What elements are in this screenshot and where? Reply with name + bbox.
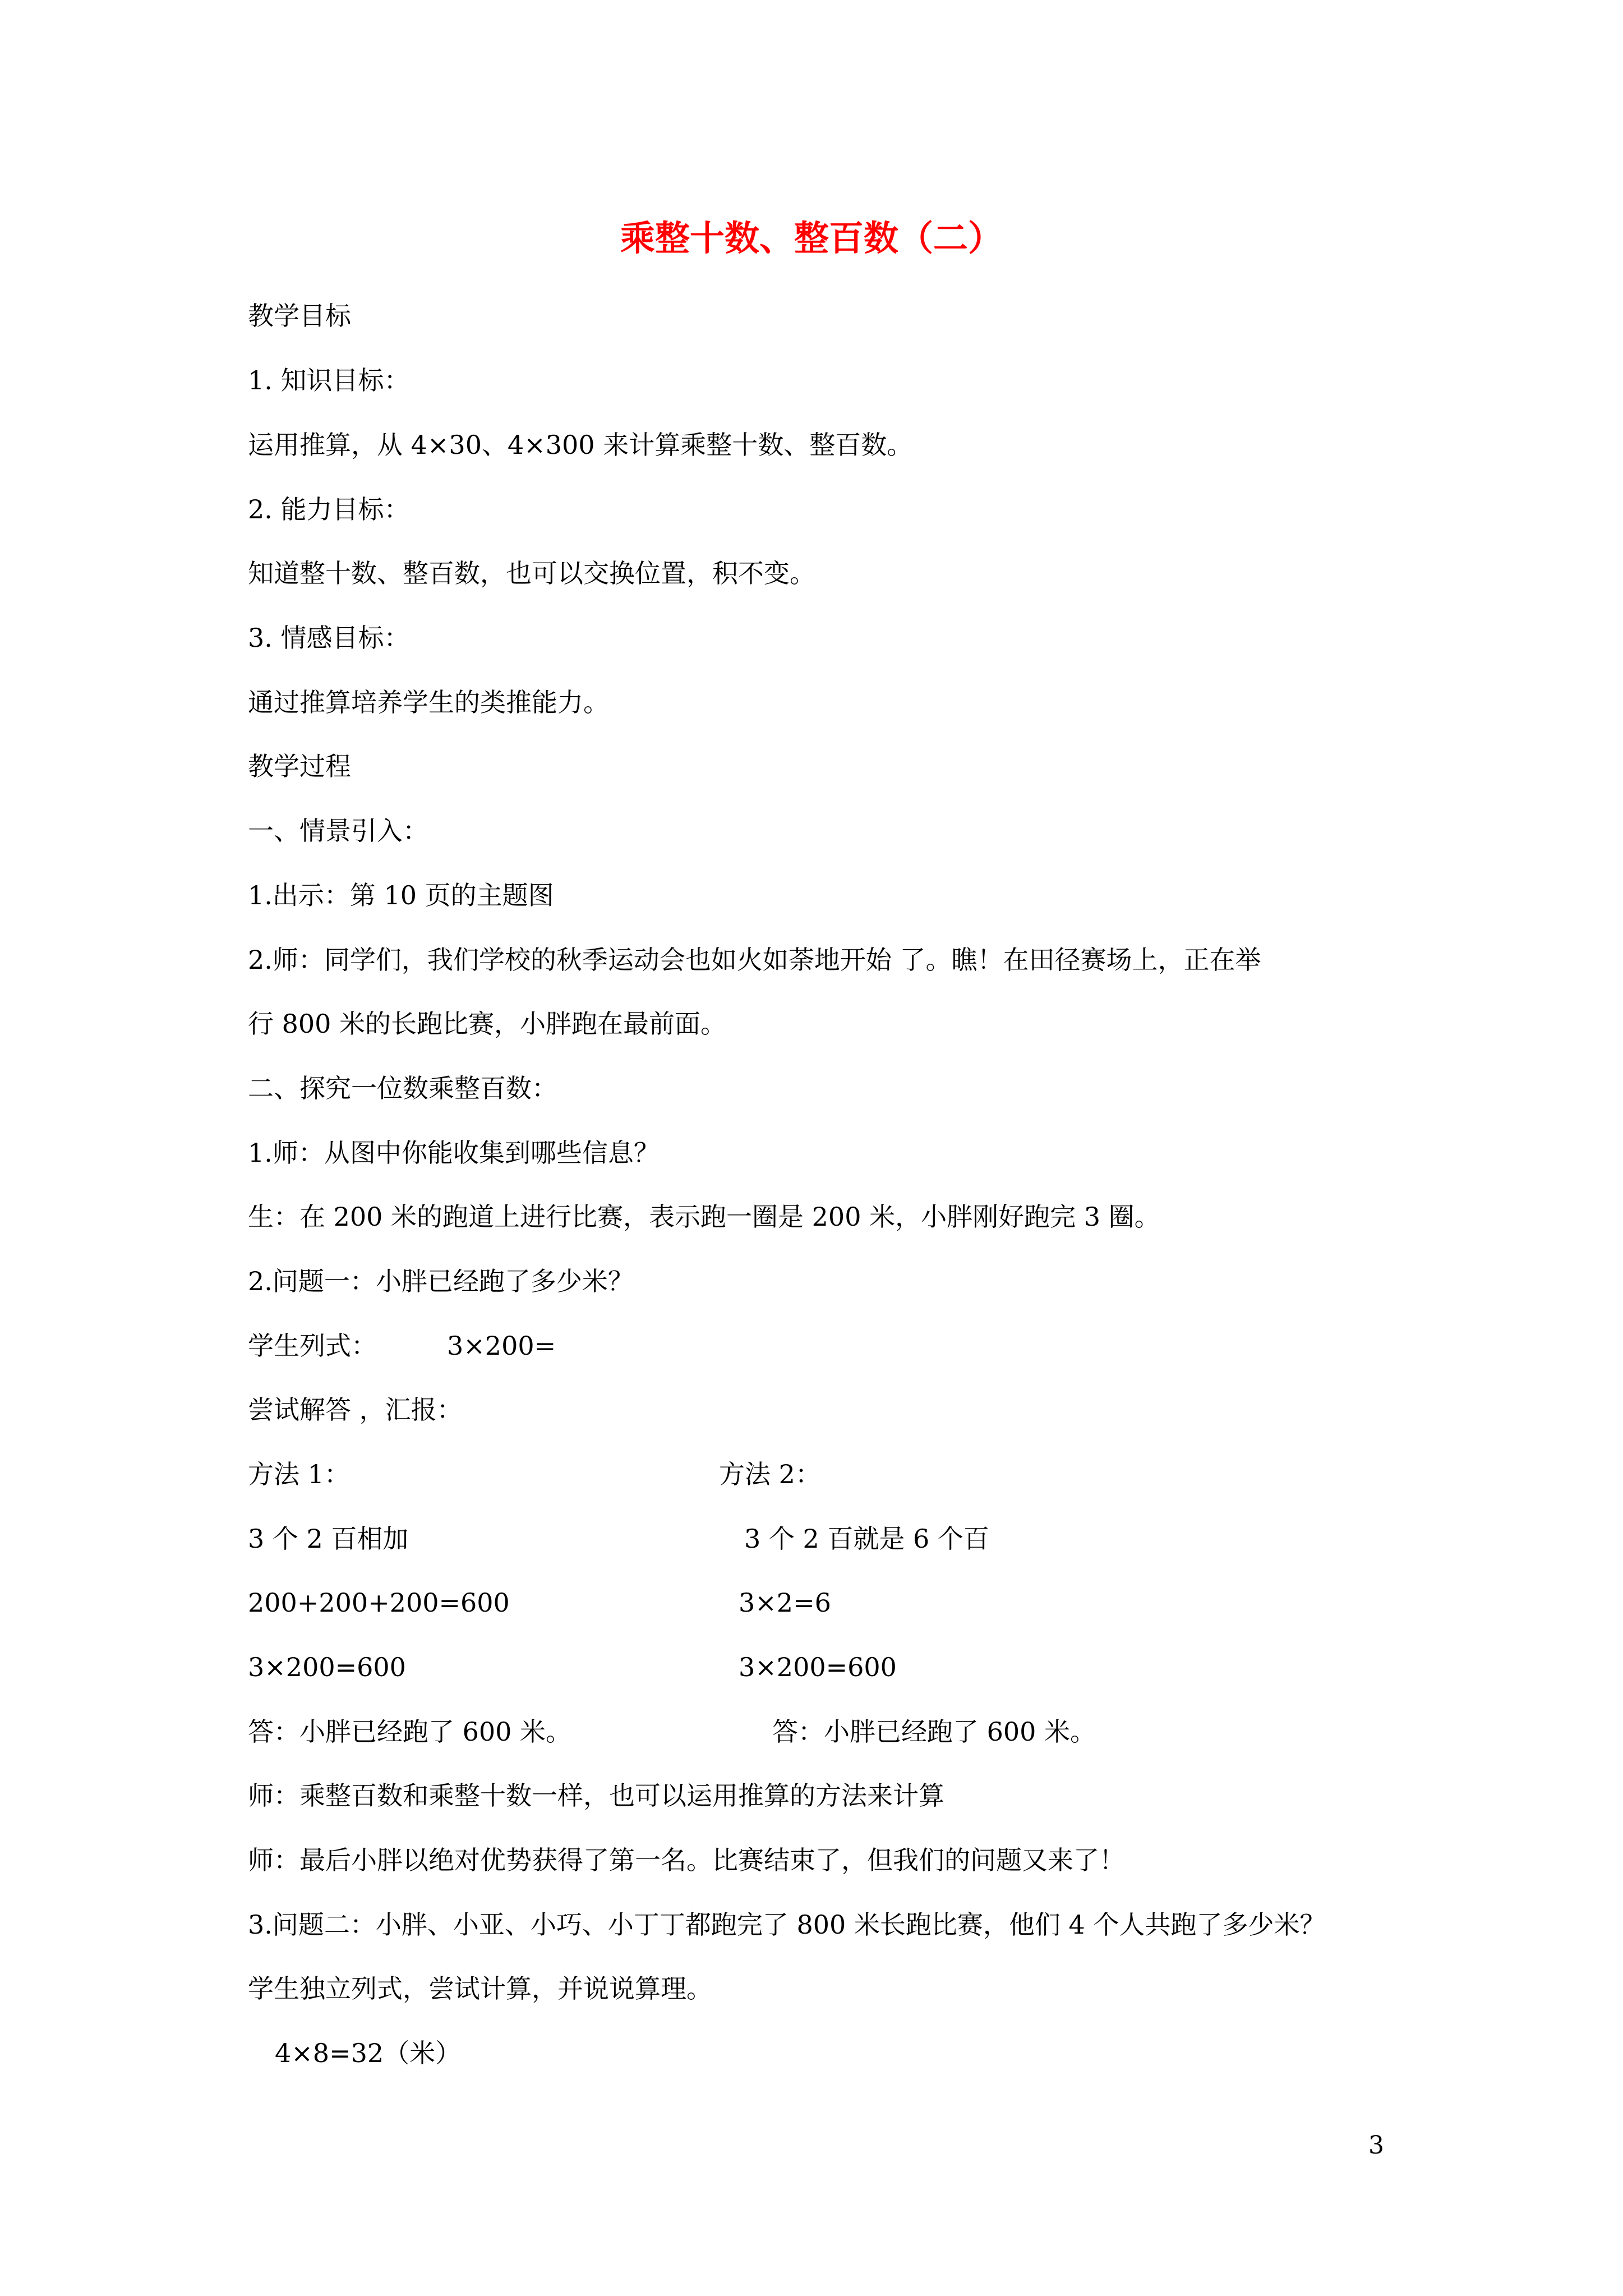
emotion-goal-text: 通过推算培养学生的类推能力。 [248,687,609,717]
formula-label: 学生列式： [248,1331,377,1361]
try-report: 尝试解答 ，汇报： [248,1395,463,1425]
section1-item2-line1: 2.师：同学们，我们学校的秋季运动会也如火如荼地开始 了。瞧！在田径赛场上，正在举 [248,945,1261,975]
emotion-goal-label: 3. 情感目标： [248,623,410,653]
independent-work: 学生独立列式，尝试计算，并说说算理。 [248,1973,712,2004]
question-two: 3.问题二：小胖、小亚、小巧、小丁丁都跑完了 800 米长跑比赛，他们 4 个人共跑了多少米？ [248,1910,1326,1940]
section2-heading: 二、探究一位数乘整百数： [248,1073,557,1103]
page-number: 3 [1368,2131,1384,2160]
method2-step2: 3×2=6 [739,1588,831,1618]
section2-item1: 1.师：从图中你能收集到哪些信息？ [248,1138,660,1168]
method1-step2: 200+200+200=600 [248,1588,510,1618]
section1-heading: 一、情景引入： [248,816,428,846]
page-title: 乘整十数、整百数（二） [620,218,1003,259]
objectives-heading: 教学目标 [248,301,351,331]
question-one: 2.问题一：小胖已经跑了多少米？ [248,1266,634,1296]
section1-item2-line2: 行 800 米的长跑比赛，小胖跑在最前面。 [248,1009,727,1039]
formula-value: 3×200= [447,1331,556,1361]
method2-answer: 答：小胖已经跑了 600 米。 [772,1717,1096,1747]
teacher-note-1: 师：乘整百数和乘整十数一样，也可以运用推算的方法来计算 [248,1780,944,1811]
teacher-note-2: 师：最后小胖以绝对优势获得了第一名。比赛结束了，但我们的问题又来了！ [248,1845,1125,1875]
calculation: 4×8=32（米） [275,2038,462,2068]
ability-goal-label: 2. 能力目标： [248,494,410,524]
knowledge-goal-text: 运用推算，从 4×30、4×300 来计算乘整十数、整百数。 [248,430,913,460]
ability-goal-text: 知道整十数、整百数，也可以交换位置，积不变。 [248,558,815,588]
student-answer: 生：在 200 米的跑道上进行比赛，表示跑一圈是 200 米，小胖刚好跑完 3 圈。 [248,1202,1160,1232]
section1-item1: 1.出示：第 10 页的主题图 [248,880,554,910]
method1-step1: 3 个 2 百相加 [248,1524,409,1554]
method2-label: 方法 2： [719,1459,821,1489]
method2-step3: 3×200=600 [739,1652,897,1682]
method1-step3: 3×200=600 [248,1652,406,1682]
method1-label: 方法 1： [248,1459,350,1489]
knowledge-goal-label: 1. 知识目标： [248,365,410,395]
method2-step1: 3 个 2 百就是 6 个百 [744,1524,989,1554]
process-heading: 教学过程 [248,751,351,781]
method1-answer: 答：小胖已经跑了 600 米。 [248,1717,572,1747]
